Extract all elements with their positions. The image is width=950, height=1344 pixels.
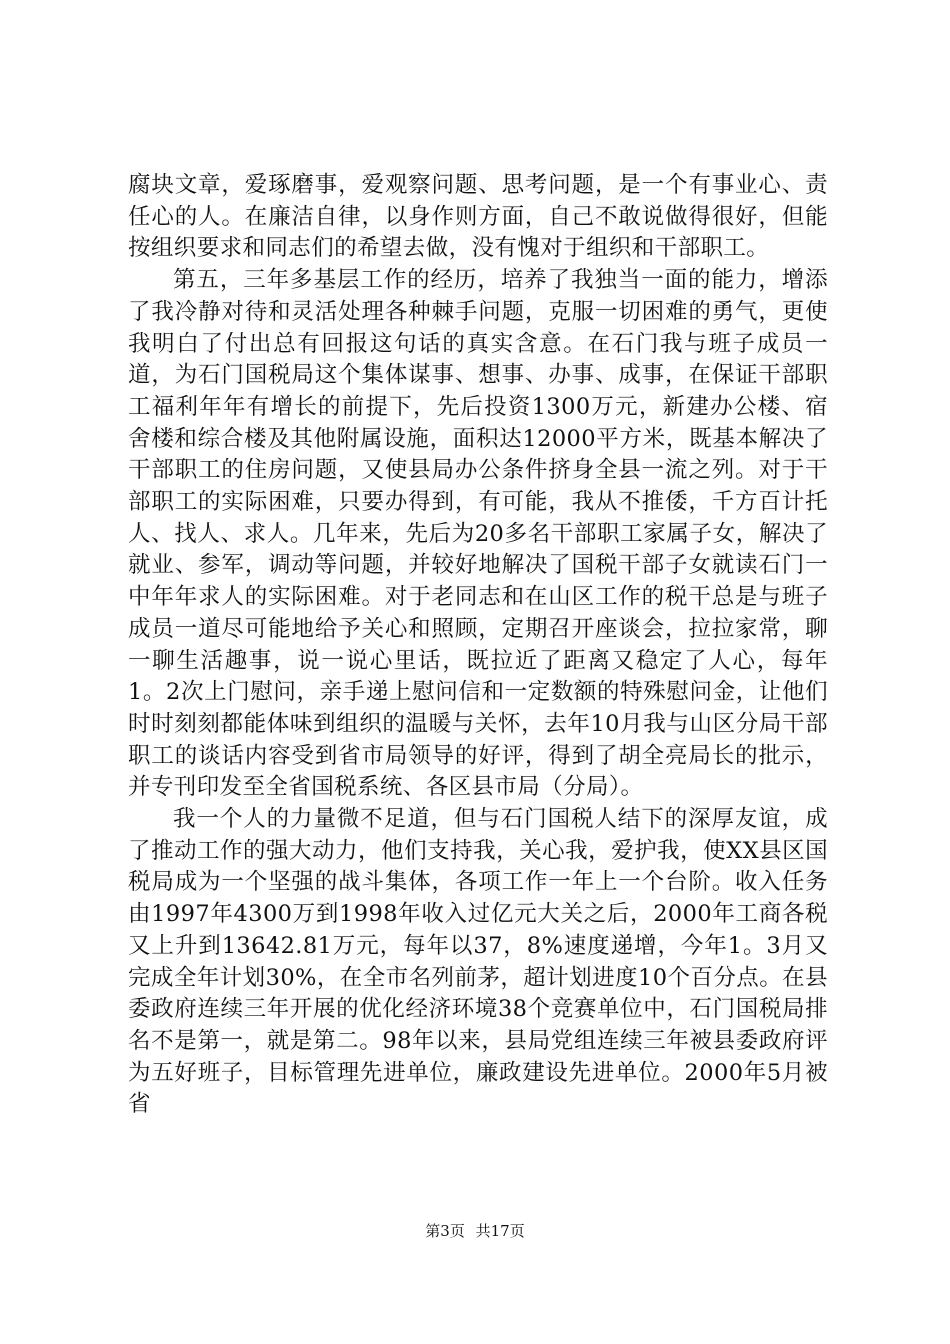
page-footer bbox=[0, 1222, 950, 1240]
document-body bbox=[128, 170, 828, 1121]
page-number: 第3页 bbox=[425, 1222, 465, 1240]
body-paragraph-1: 腐块文章，爱琢磨事，爱观察问题、思考问题，是一个有事业心、责任心的人。在廉洁自律，以身作则方面，自己不敢说做得很好，但能按组织要求和同志们的希望去做，没有愧对于组织和干部职工。 bbox=[128, 172, 828, 262]
page-total: 共17页 bbox=[475, 1222, 525, 1240]
body-paragraph-3: 我一个人的力量微不足道，但与石门国税人结下的深厚友谊，成了推动工作的强大动力，他们支持我，关心我，爱护我，使XX县区国税局成为一个坚强的战斗集体，各项工作一年上一个台阶。收入任务由1997年4300万到1998年收入过亿元大关之后，2000年工商各税又上升到13642.81万元，每年以37，8%速度递增，今年1。3月又完成全年计划30%，在全市名列前茅，超计划进度10个百分点。在县委政府连续三年开展的优化经济环境38个竞赛单位中，石门国税局排名不是第一，就是第二。98年以来，县局党组连续三年被县委政府评为五好班子，目标管理先进单位，廉政建设先进单位。2000年5月被省 bbox=[128, 806, 828, 1118]
body-paragraph-2: 第五，三年多基层工作的经历，培养了我独当一面的能力，增添了我冷静对待和灵活处理各种棘手问题，克服一切困难的勇气，更使我明白了付出总有回报这句话的真实含意。在石门我与班子成员一道，为石门国税局这个集体谋事、想事、办事、成事，在保证干部职工福利年年有增长的前提下，先后投资1300万元，新建办公楼、宿舍楼和综合楼及其他附属设施，面积达12000平方米，既基本解决了干部职工的住房问题，又使县局办公条件挤身全县一流之列。对于干部职工的实际困难，只要办得到，有可能，我从不推倭，千方百计托人、找人、求人。几年来，先后为20多名干部职工家属子女，解决了就业、参军，调动等问题，并较好地解决了国税干部子女就读石门一中年年求人的实际困难。对于老同志和在山区工作的税干总是与班子成员一道尽可能地给予关心和照顾，定期召开座谈会，拉拉家常，聊一聊生活趣事，说一说心里话，既拉近了距离又稳定了人心，每年1。2次上门慰问，亲手递上慰问信和一定数额的特殊慰问金，让他们时时刻刻都能体味到组织的温暖与关怀，去年10月我与山区分局干部职工的谈话内容受到省市局领导的好评，得到了胡全亮局长的批示，并专刊印发至全省国税系统、各区县市局（分局）。 bbox=[128, 267, 828, 801]
